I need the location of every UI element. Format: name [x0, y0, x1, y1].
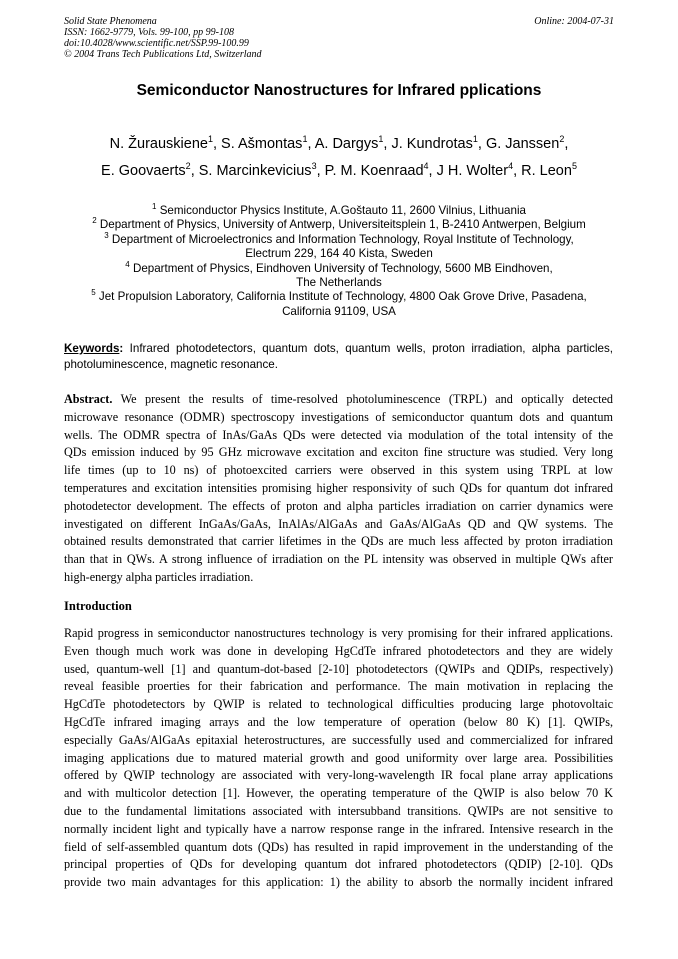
affiliation-line — [60, 247, 618, 261]
keywords-label: Keywords — [64, 342, 120, 355]
affiliation-text: California 91109, USA — [282, 304, 396, 318]
author-name: G. Janssen — [485, 136, 560, 152]
introduction-line: especially GaAs/AlGaAs epitaxial heterostructures, are successfully used and commercialized for infrared — [64, 732, 613, 747]
abstract-line: life times (up to 10 ns) of photoexcited carriers were observed in this system using TRPL at low — [64, 463, 613, 478]
affiliation-mark: 5 — [91, 288, 96, 298]
keywords-block: Keywords: Infrared photodetectors, quantum dots, quantum wells, proton irradiation, alpha particles, photoluminescence, magnetic resonance. — [64, 342, 613, 371]
author-name: E. Goovaerts — [101, 163, 186, 179]
abstract-line: temperatures and excitation intensities promising higher responsivity of such QDs for quantum dot infrared — [64, 480, 613, 495]
journal-name: Solid State Phenomena — [64, 16, 157, 27]
introduction-line: provide two main advantages for this application: 1) the ability to absorb the normally incident infrared — [64, 875, 613, 890]
abstract-line: high-energy alpha particles irradiation. — [64, 569, 254, 584]
affiliation-mark: 4 — [125, 259, 130, 269]
abstract-line: microwave resonance (ODMR) spectroscopy investigations of semiconductor quantum dots and quantum — [64, 409, 613, 424]
online-date: Online: 2004-07-31 — [534, 16, 614, 27]
affiliation-mark: 2 — [92, 216, 97, 226]
author-name: R. Leon — [521, 163, 572, 179]
affiliation-line — [60, 230, 618, 247]
introduction-heading: Introduction — [64, 599, 132, 613]
introduction-line: Rapid progress in semiconductor nanostructures technology is very promising for their infrared applications. — [64, 626, 613, 640]
author-affiliation-mark: 1 — [472, 134, 478, 145]
author-affiliation-mark: 5 — [571, 161, 577, 172]
introduction-line: used, quantum-well [1] and quantum-dot-based [2-10] photodetectors (QWIPs and QDIPs, respectively) — [64, 661, 613, 676]
author-affiliation-mark: 4 — [508, 161, 514, 172]
doi-line: doi:10.4028/www.scientific.net/SSP.99-100.99 — [64, 38, 249, 49]
affiliation-mark: 3 — [104, 230, 109, 240]
abstract-label: Abstract. — [64, 392, 113, 406]
abstract-line: Abstract. We present the results of time-resolved photoluminescence (TRPL) and optically detected — [64, 392, 613, 406]
abstract-line: obtained results demonstrated that carrier lifetimes in the QDs are much less affected by proton irradiation — [64, 534, 613, 549]
author-name: P. M. Koenraad — [324, 163, 424, 179]
affiliation-line — [60, 218, 618, 232]
introduction-line: reveal feasible proerties for their fabrication and performance. The main motivation in replacing the — [64, 679, 613, 694]
keywords-text: Infrared photodetectors, quantum dots, quantum wells, proton irradiation, alpha particles, photoluminescence, magnetic resonance. — [64, 342, 613, 371]
abstract-line: wells. The ODMR spectra of InAs/GaAs QDs were detected via modulation of the total intensity of the — [64, 427, 613, 442]
author-list: N. Žurauskiene$^1$, S. Ašmontas$^1$, A. Dargys$^1$, J. Kundrotas$^1$, G. Janssen$^2$, E. Goovaerts$^2$, S. Marcinkevicius$^3$, P. M. Koenraad$^4$, J H. Wolter$^4$, R. Leon$^5$ — [101, 134, 577, 179]
abstract-line: photodetector development. The effects of proton and alpha particles irradiation on carrier dynamics were — [64, 498, 613, 513]
affiliation-text: Department of Physics, University of Antwerp, Universiteitsplein 1, B-2410 Antwerpen, Belgium — [99, 218, 586, 232]
author-name: J. Kundrotas — [391, 136, 473, 152]
abstract-paragraph — [64, 391, 613, 587]
affiliation-text: Department of Physics, Eindhoven University of Technology, 5600 MB Eindhoven, — [132, 261, 553, 275]
author-affiliation-mark: 1 — [302, 134, 308, 145]
affiliation-text: Department of Microelectronics and Information Technology, Royal Institute of Technology, — [111, 232, 574, 246]
introduction-line: principal properties of QDs for developing quantum dot infrared photodetectors (QDIP) [2-10]. QDs — [64, 857, 613, 872]
author-name: S. Ašmontas — [221, 136, 303, 152]
affiliation-line — [60, 290, 618, 304]
author-affiliation-mark: 2 — [559, 134, 565, 145]
author-name: J H. Wolter — [436, 163, 509, 179]
abstract-line: than that in QWs. A strong influence of irradiation on the PL intensity was observed in multiple QWs after — [64, 552, 613, 567]
introduction-line: HgCdTe infrared imaging arrays and the low temperature of operation (below 80 K) [1]. QWIPs, — [64, 714, 613, 729]
author-name: S. Marcinkevicius — [198, 163, 312, 179]
introduction-line: Even though much work was done in developing HgCdTe infrared photodetectors and they are widely — [64, 643, 613, 658]
introduction-paragraph — [64, 625, 613, 892]
introduction-line: and with multicolor detection [1]. However, the operating temperature of the QWIP is also below 70 K — [64, 786, 613, 801]
copyright-line: © 2004 Trans Tech Publications Ltd, Switzerland — [64, 49, 262, 60]
affiliation-line — [60, 204, 618, 218]
introduction-line: imaging applications due to matured material growth and good uniformity over large area. Possibilities — [64, 750, 613, 765]
introduction-line: normally incident light and typically have a narrow response range in the infrared. Intensive research in the — [64, 821, 613, 836]
abstract-line: investigated on different InGaAs/GaAs, InAlAs/AlGaAs and GaAs/AlGaAs QD and QW systems. The — [64, 516, 613, 531]
issn-line: ISSN: 1662-9779, Vols. 99-100, pp 99-108 — [64, 27, 234, 38]
affiliation-line — [60, 305, 618, 319]
affiliation-text: Semiconductor Physics Institute, A.Goštauto 11, 2600 Vilnius, Lithuania — [159, 204, 526, 217]
author-affiliation-mark: 1 — [207, 134, 213, 145]
author-name: A. Dargys — [314, 136, 379, 152]
affiliation-text: The Netherlands — [296, 276, 382, 290]
affiliation-mark: 1 — [152, 202, 157, 212]
author-affiliation-mark: 2 — [185, 161, 191, 172]
introduction-line: HgCdTe photodetectors by QWIP is related to technological difficulties producing large photovoltaic — [64, 697, 613, 712]
affiliation-list — [60, 204, 618, 319]
author-name: N. Žurauskiene — [109, 136, 208, 152]
affiliation-text: Jet Propulsion Laboratory, California Institute of Technology, 4800 Oak Grove Drive, Pasadena, — [98, 290, 587, 304]
affiliation-text: Electrum 229, 164 40 Kista, Sweden — [245, 247, 433, 261]
abstract-line: QDs emission induced by 95 GHz microwave excitation and exciton fine structure was studied. Very long — [64, 445, 613, 460]
paper-title: Semiconductor Nanostructures for Infrared pplications — [136, 82, 542, 99]
introduction-line: field of self-assembled quantum dots (QDs) has resulted in rapid improvement in the understanding of the — [64, 839, 613, 854]
author-affiliation-mark: 4 — [423, 161, 429, 172]
author-affiliation-mark: 3 — [311, 161, 317, 172]
introduction-line: offered by QWIP technology are associated with very-long-wavelength IR focal plane array applications — [64, 768, 613, 783]
introduction-line: due to the fundamental limitations associated with intersubband transitions. QWIPs are not sensitive to — [64, 803, 613, 818]
journal-header — [64, 16, 262, 60]
author-affiliation-mark: 1 — [378, 134, 384, 145]
affiliation-line — [60, 259, 618, 276]
affiliation-line — [60, 276, 618, 290]
